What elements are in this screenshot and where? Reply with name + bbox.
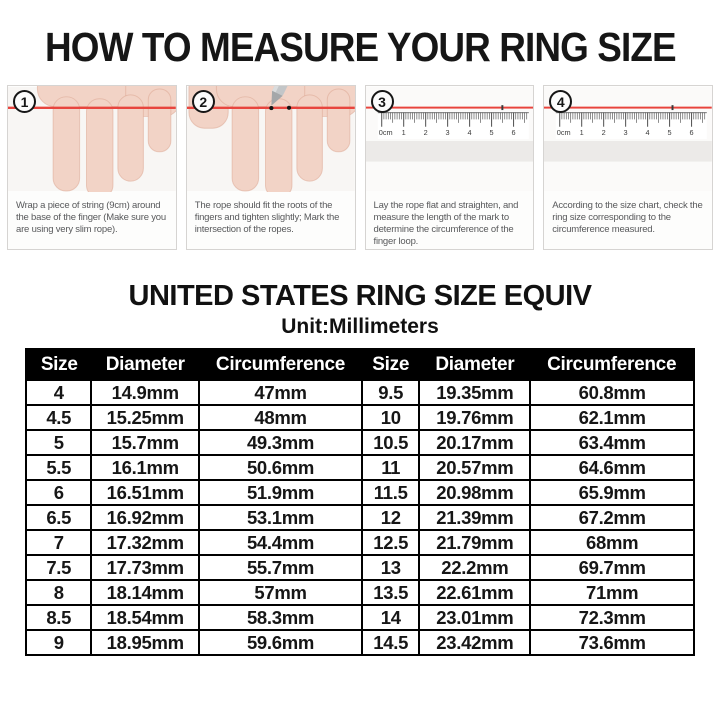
ruler-label: 4 [645, 128, 650, 138]
table-cell: 63.4mm [530, 430, 694, 455]
size-chart-body [26, 380, 694, 655]
table-cell: 49.3mm [199, 430, 362, 455]
table-cell: 16.92mm [91, 505, 199, 530]
string-mark [501, 105, 503, 110]
table-cell: 16.1mm [91, 455, 199, 480]
table-cell: 53.1mm [199, 505, 362, 530]
table-cell: 12.5 [362, 530, 419, 555]
table-cell: 14.5 [362, 630, 419, 655]
string-mark [269, 106, 273, 110]
table-cell: 16.51mm [91, 480, 199, 505]
ruler-label: 6 [510, 128, 516, 138]
step-panel-2 [186, 85, 356, 250]
table-row [26, 505, 694, 530]
ruler-label: 1 [579, 128, 584, 138]
table-row [26, 530, 694, 555]
table-cell: 9 [26, 630, 91, 655]
table-cell: 4 [26, 380, 91, 405]
table-row [26, 605, 694, 630]
table-cell: 19.35mm [419, 380, 530, 405]
table-cell: 20.98mm [419, 480, 530, 505]
table-cell: 8.5 [26, 605, 91, 630]
table-row [26, 455, 694, 480]
step-number-badge: 2 [192, 90, 215, 113]
ruler-label: 0cm [378, 128, 393, 138]
table-cell: 62.1mm [530, 405, 694, 430]
table-header-cell: Size [362, 349, 419, 380]
ruler-label: 6 [689, 128, 694, 138]
ruler-label: 5 [489, 128, 494, 138]
table-cell: 55.7mm [199, 555, 362, 580]
page-title [0, 0, 720, 71]
ruler-label: 3 [623, 128, 628, 138]
ruler-label: 2 [423, 128, 428, 138]
table-cell: 14 [362, 605, 419, 630]
ruler-label: 3 [445, 128, 450, 138]
table-cell: 54.4mm [199, 530, 362, 555]
table-row [26, 405, 694, 430]
table-cell: 11.5 [362, 480, 419, 505]
table-cell: 17.32mm [91, 530, 199, 555]
ruler-label: 0cm [557, 128, 571, 138]
table-cell: 23.01mm [419, 605, 530, 630]
table-cell: 47mm [199, 380, 362, 405]
size-chart-subtitle: Unit:Millimeters [281, 315, 439, 338]
table-cell: 67.2mm [530, 505, 694, 530]
table-cell: 23.42mm [419, 630, 530, 655]
ruler-label: 1 [401, 128, 406, 138]
table-row [26, 580, 694, 605]
step-number-badge: 3 [371, 90, 394, 113]
step-caption: The rope should fit the roots of the fingers and tighten slightly; Mark the intersection of the ropes. [194, 200, 340, 235]
table-cell: 72.3mm [530, 605, 694, 630]
table-row [26, 630, 694, 655]
ruler-label: 5 [667, 128, 672, 138]
size-chart-title: UNITED STATES RING SIZE EQUIV [128, 280, 592, 312]
table-row [26, 380, 694, 405]
table-cell: 69.7mm [530, 555, 694, 580]
table-cell: 20.57mm [419, 455, 530, 480]
table-row [26, 480, 694, 505]
table-cell: 57mm [199, 580, 362, 605]
table-cell: 15.25mm [91, 405, 199, 430]
size-chart-table [25, 348, 695, 656]
table-cell: 71mm [530, 580, 694, 605]
table-cell: 12 [362, 505, 419, 530]
table-cell: 18.95mm [91, 630, 199, 655]
table-cell: 59.6mm [199, 630, 362, 655]
table-cell: 14.9mm [91, 380, 199, 405]
table-cell: 68mm [530, 530, 694, 555]
table-cell: 21.79mm [419, 530, 530, 555]
table-cell: 22.2mm [419, 555, 530, 580]
step-panel-4 [543, 85, 713, 250]
table-cell: 17.73mm [91, 555, 199, 580]
table-cell: 13 [362, 555, 419, 580]
table-row [26, 430, 694, 455]
table-header-cell: Circumference [199, 349, 362, 380]
table-cell: 18.14mm [91, 580, 199, 605]
table-cell: 5.5 [26, 455, 91, 480]
table-cell: 11 [362, 455, 419, 480]
table-cell: 50.6mm [199, 455, 362, 480]
steps-row [0, 85, 720, 250]
size-chart-header-row [26, 349, 694, 380]
table-cell: 13.5 [362, 580, 419, 605]
page-title-text: HOW TO MEASURE YOUR RING SIZE [44, 24, 676, 70]
string-mark [672, 105, 674, 110]
table-cell: 5 [26, 430, 91, 455]
step-number-badge: 4 [549, 90, 572, 113]
ruler-label: 2 [601, 128, 606, 138]
step-number-badge: 1 [13, 90, 36, 113]
table-cell: 7.5 [26, 555, 91, 580]
table-cell: 15.7mm [91, 430, 199, 455]
table-cell: 6 [26, 480, 91, 505]
table-cell: 4.5 [26, 405, 91, 430]
table-cell: 58.3mm [199, 605, 362, 630]
step-caption: Lay the rope flat and straighten, and measure the length of the mark to determine the circumference of the finger loop. [373, 200, 519, 247]
table-cell: 73.6mm [530, 630, 694, 655]
table-cell: 60.8mm [530, 380, 694, 405]
step-panel-1 [7, 85, 177, 250]
table-cell: 19.76mm [419, 405, 530, 430]
table-cell: 22.61mm [419, 580, 530, 605]
table-cell: 10 [362, 405, 419, 430]
step-panel-3 [365, 85, 535, 250]
string-mark [287, 106, 291, 110]
table-header-cell: Diameter [419, 349, 530, 380]
table-cell: 18.54mm [91, 605, 199, 630]
table-cell: 7 [26, 530, 91, 555]
table-header-cell: Size [26, 349, 91, 380]
table-cell: 9.5 [362, 380, 419, 405]
table-cell: 65.9mm [530, 480, 694, 505]
table-cell: 6.5 [26, 505, 91, 530]
table-cell: 51.9mm [199, 480, 362, 505]
ruler-label: 4 [467, 128, 472, 138]
table-header-cell: Diameter [91, 349, 199, 380]
table-row [26, 555, 694, 580]
table-cell: 48mm [199, 405, 362, 430]
table-cell: 20.17mm [419, 430, 530, 455]
step-caption: According to the size chart, check the ring size corresponding to the circumference measured. [552, 200, 703, 235]
table-cell: 8 [26, 580, 91, 605]
table-cell: 21.39mm [419, 505, 530, 530]
table-header-cell: Circumference [530, 349, 694, 380]
step-caption: Wrap a piece of string (9cm) around the base of the finger (Make sure you are using very slim rope). [16, 200, 166, 235]
table-cell: 64.6mm [530, 455, 694, 480]
table-cell: 10.5 [362, 430, 419, 455]
